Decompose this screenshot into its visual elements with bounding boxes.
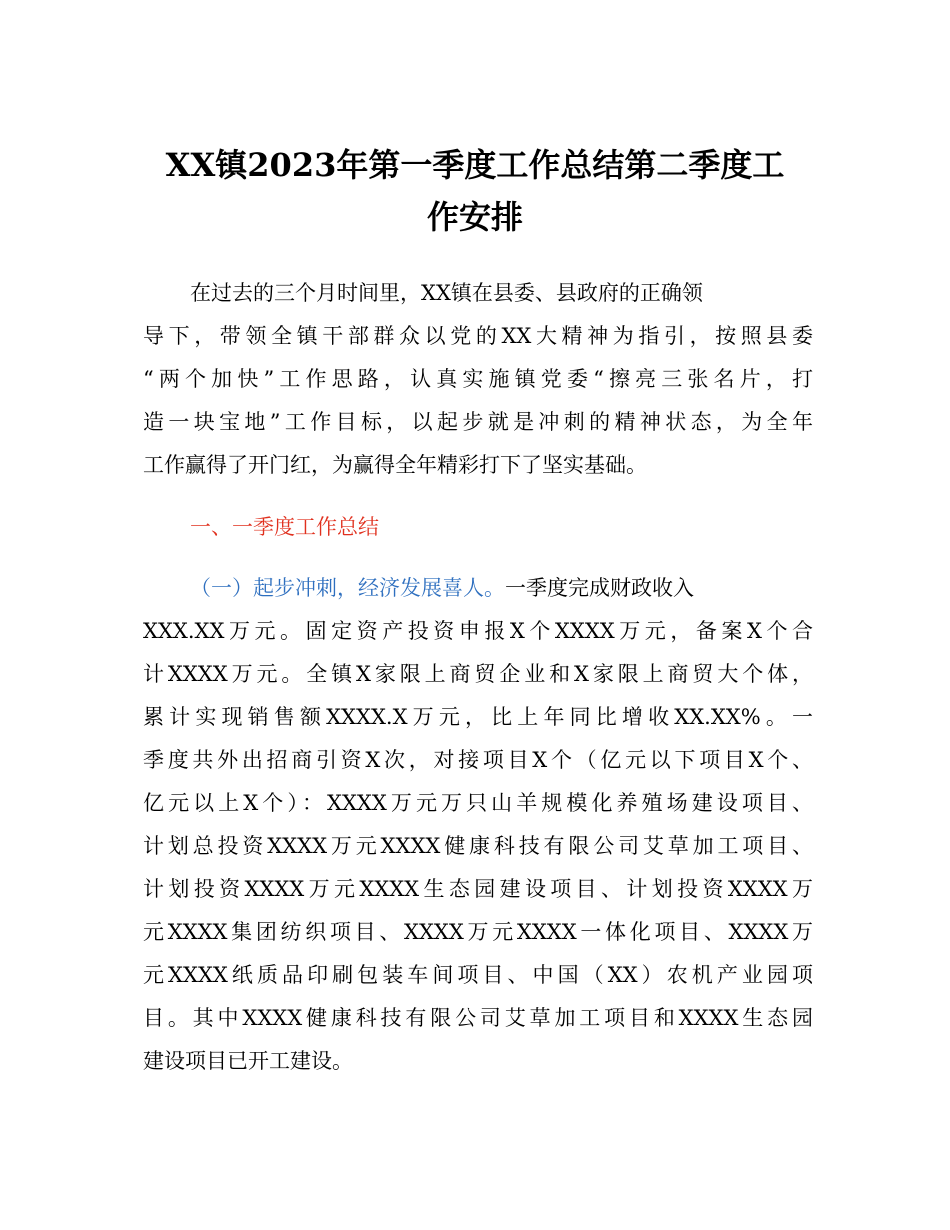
intro-line-4: 造一块宝地”工作目标，以起步就是冲刺的精神状态，为全年 bbox=[143, 410, 813, 434]
body-line: 计划总投资XXXX万元XXXX健康科技有限公司艾草加工项目、 bbox=[143, 834, 813, 858]
intro-line-3: “两个加快”工作思路，认真实施镇党委“擦亮三张名片，打 bbox=[143, 367, 813, 391]
document-title-line-2: 作安排 bbox=[426, 198, 523, 236]
body-line: 计划投资XXXX万元XXXX生态园建设项目、计划投资XXXX万 bbox=[143, 877, 813, 901]
intro-line-1: 在过去的三个月时间里，XX镇在县委、县政府的正确领 bbox=[190, 281, 703, 305]
body-line: XXX.XX万元。固定资产投资申报X个XXXX万元，备案X个合 bbox=[143, 619, 813, 643]
section-heading: 一、一季度工作总结 bbox=[190, 515, 379, 539]
intro-line-5: 工作赢得了开门红，为赢得全年精彩打下了坚实基础。 bbox=[143, 453, 647, 477]
intro-line-2: 导下，带领全镇干部群众以党的XX大精神为指引，按照县委 bbox=[143, 324, 813, 348]
body-line: 累计实现销售额XXXX.X万元，比上年同比增收XX.XX%。一 bbox=[143, 705, 813, 729]
body-line: 建设项目已开工建设。 bbox=[143, 1049, 353, 1073]
body-line: 元XXXX纸质品印刷包装车间项目、中国（XX）农机产业园项 bbox=[143, 963, 813, 987]
body-line: 季度共外出招商引资X次，对接项目X个（亿元以下项目X个、 bbox=[143, 748, 813, 772]
body-line: 元XXXX集团纺织项目、XXXX万元XXXX一体化项目、XXXX万 bbox=[143, 920, 813, 944]
subsection-first-line bbox=[190, 573, 694, 603]
subsection-heading: （一）起步冲刺，经济发展喜人。 bbox=[190, 576, 505, 600]
subsection-first-line-text: 一季度完成财政收入 bbox=[505, 576, 694, 600]
body-line: 计XXXX万元。全镇X家限上商贸企业和X家限上商贸大个体， bbox=[143, 662, 813, 686]
body-line: 亿元以上X个）：XXXX万元万只山羊规模化养殖场建设项目、 bbox=[143, 791, 813, 815]
body-line: 目。其中XXXX健康科技有限公司艾草加工项目和XXXX生态园 bbox=[143, 1006, 813, 1030]
document-title-line-1: XX镇2023年第一季度工作总结第二季度工 bbox=[165, 146, 785, 184]
